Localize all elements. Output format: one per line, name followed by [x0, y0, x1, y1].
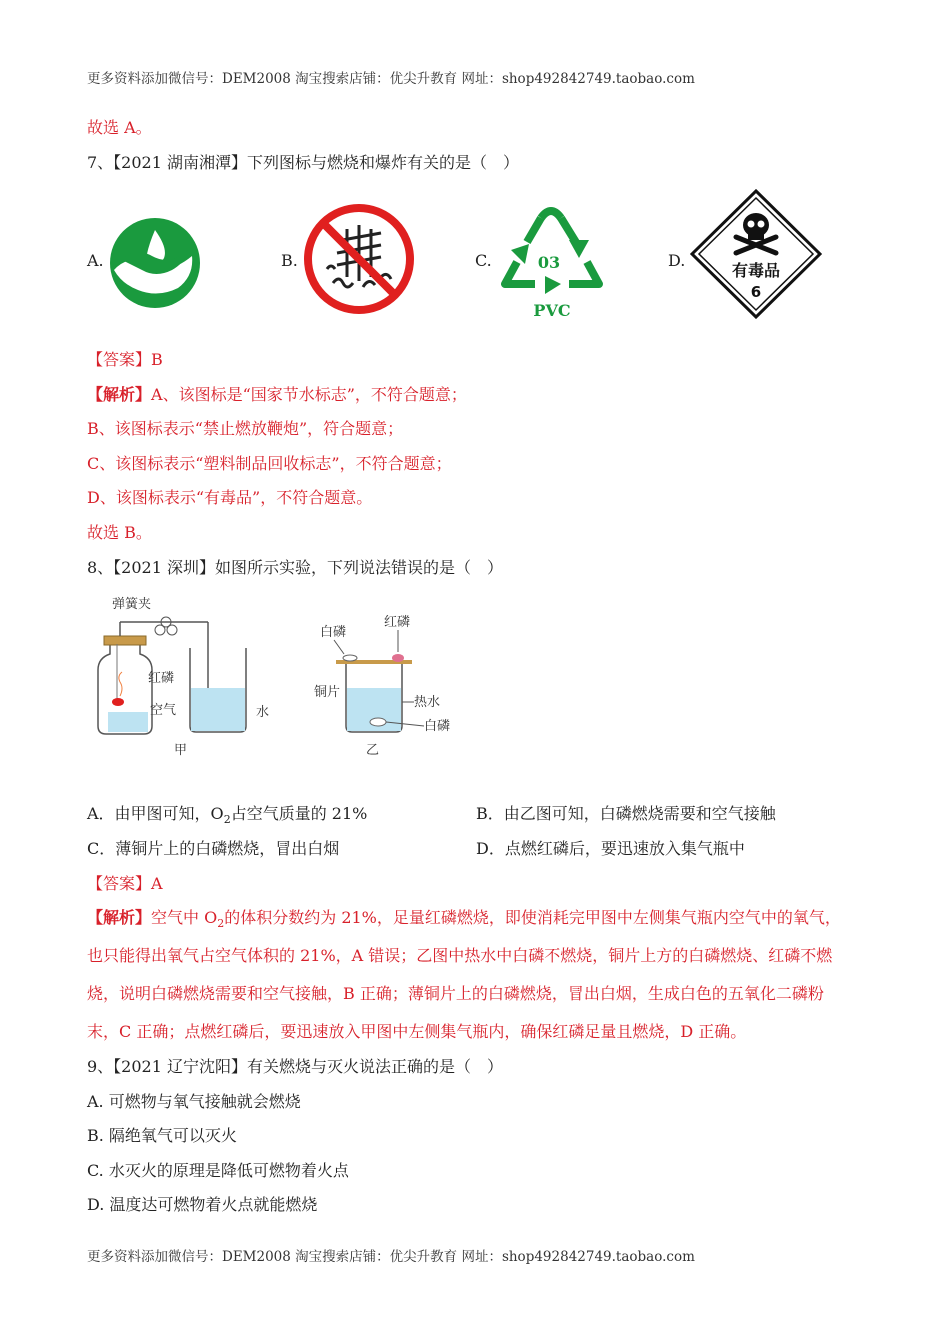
q8-analysis-line-2: 也只能得出氧气占空气体积的 21%，A 错误；乙图中热水中白磷不燃烧，铜片上方的白磷燃烧、红磷不燃 — [87, 946, 833, 965]
label-air: 空气 — [150, 703, 177, 718]
q7-option-b-label: B. — [281, 251, 298, 270]
q8-option-a — [87, 803, 367, 831]
q8-answer: 【答案】A — [87, 874, 163, 893]
label-copper: 铜片 — [314, 685, 341, 700]
water-saving-icon — [108, 216, 202, 314]
label-red-phosphorus-fig2: 红磷 — [384, 615, 411, 630]
prev-conclusion: 故选 A。 — [87, 118, 152, 137]
q8-analysis-l1-sub: 2 — [217, 917, 225, 931]
toxic-label: 有毒品 — [731, 261, 781, 280]
q8-option-c: C．薄铜片上的白磷燃烧，冒出白烟 — [87, 839, 340, 858]
experiment-figure — [90, 592, 470, 771]
q9-option-a: A. 可燃物与氧气接触就会燃烧 — [87, 1092, 301, 1111]
q8-option-a-pre: A．由甲图可知，O — [87, 804, 224, 823]
label-white-phosphorus-top: 白磷 — [320, 625, 347, 640]
q8-analysis-l1-pre: 空气中 O — [151, 908, 218, 927]
q9-title: 9、【2021 辽宁沈阳】有关燃烧与灭火说法正确的是（ ） — [87, 1057, 503, 1076]
label-clip: 弹簧夹 — [112, 597, 152, 612]
page-footer: 更多资料添加微信号：DEM2008 淘宝搜索店铺：优尖升教育 网址：shop492842749.taobao.com — [87, 1249, 695, 1265]
q9-option-d: D. 温度达可燃物着火点就能燃烧 — [87, 1195, 318, 1214]
q8-analysis-line-1 — [87, 907, 841, 935]
q7-analysis-line-3: C、该图标表示“塑料制品回收标志”，不符合题意； — [87, 454, 452, 473]
q8-option-a-sub: 2 — [223, 813, 231, 827]
q8-analysis-l1-post: 的体积分数约为 21%，足量红磷燃烧，即使消耗完甲图中左侧集气瓶内空气中的氧气， — [224, 908, 841, 927]
toxic-diamond-icon — [690, 189, 822, 323]
q7-option-a-label: A. — [87, 251, 104, 270]
label-water: 水 — [256, 705, 270, 720]
no-firecrackers-icon — [303, 203, 415, 319]
q7-conclusion: 故选 B。 — [87, 523, 152, 542]
q8-option-d: D．点燃红磷后，要迅速放入集气瓶中 — [476, 839, 745, 858]
label-white-phosphorus-bottom: 白磷 — [424, 719, 451, 734]
analysis-text: A、该图标是“国家节水标志”，不符合题意； — [151, 385, 467, 404]
q8-option-a-post: 占空气质量的 21% — [230, 804, 368, 823]
q8-title: 8、【2021 深圳】如图所示实验，下列说法错误的是（ ） — [87, 558, 503, 577]
label-red-phosphorus-fig1: 红磷 — [148, 671, 175, 686]
q7-option-c-label: C. — [475, 251, 492, 270]
page-header: 更多资料添加微信号：DEM2008 淘宝搜索店铺：优尖升教育 网址：shop492842749.taobao.com — [87, 71, 695, 87]
q7-option-d-label: D. — [668, 251, 686, 270]
q7-analysis-line-1 — [87, 384, 467, 406]
pvc-label: PVC — [533, 301, 571, 320]
toxic-class-number: 6 — [750, 283, 762, 301]
q9-option-b: B. 隔绝氧气可以灭火 — [87, 1126, 237, 1145]
q7-answer: 【答案】B — [87, 350, 163, 369]
q7-title: 7、【2021 湖南湘潭】下列图标与燃烧和爆炸有关的是（ ） — [87, 153, 519, 172]
analysis-lead: 【解析】 — [87, 385, 152, 404]
label-figure-jia: 甲 — [174, 743, 188, 758]
q8-analysis-lead: 【解析】 — [87, 908, 152, 927]
q8-option-b: B．由乙图可知，白磷燃烧需要和空气接触 — [476, 804, 776, 823]
q7-analysis-line-2: B、该图标表示“禁止燃放鞭炮”，符合题意； — [87, 419, 404, 438]
q7-analysis-line-4: D、该图标表示“有毒品”，不符合题意。 — [87, 488, 373, 507]
q9-option-c: C. 水灭火的原理是降低可燃物着火点 — [87, 1161, 349, 1180]
label-figure-yi: 乙 — [366, 743, 380, 758]
pvc-recycle-icon — [497, 200, 607, 326]
label-hot-water: 热水 — [414, 695, 441, 710]
q8-analysis-line-3: 烧，说明白磷燃烧需要和空气接触，B 正确；薄铜片上的白磷燃烧，冒出白烟，生成白色的五氧化二磷粉 — [87, 984, 824, 1003]
q8-analysis-line-4: 末，C 正确；点燃红磷后，要迅速放入甲图中左侧集气瓶内，确保红磷足量且燃烧，D 正确。 — [87, 1022, 747, 1041]
pvc-number: 03 — [537, 253, 561, 272]
